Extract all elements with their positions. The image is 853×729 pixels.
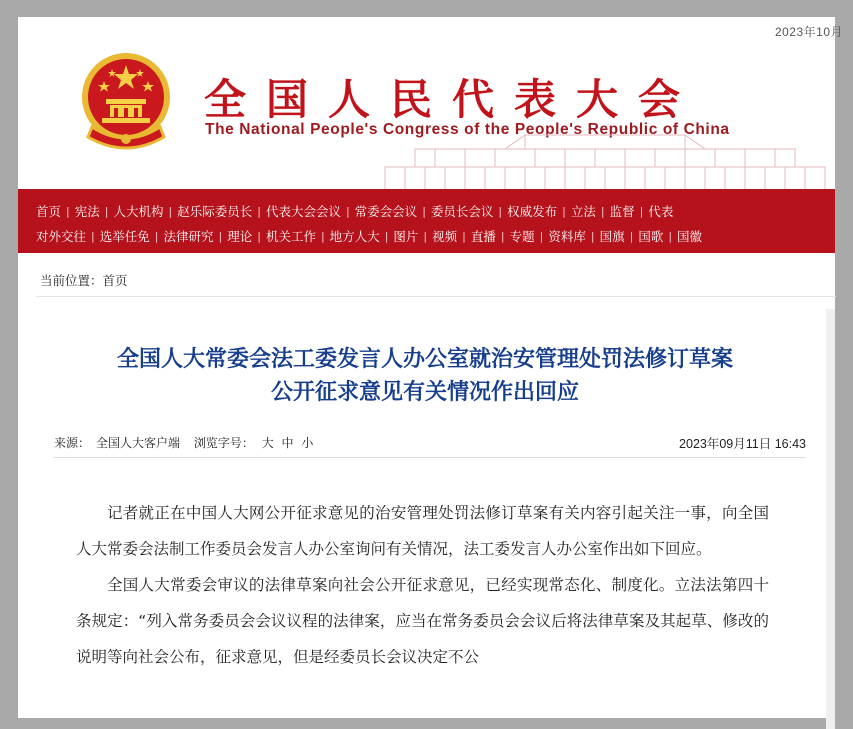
article-body [76, 495, 769, 675]
divider [54, 457, 806, 458]
site-header [18, 17, 835, 189]
row1-item[interactable]: 代表 [648, 204, 674, 219]
row1-item[interactable]: 宪法 [74, 204, 100, 219]
nav-row-secondary [36, 226, 702, 246]
nav-separator: | [422, 204, 426, 218]
nav-separator: | [66, 204, 70, 218]
nav-separator: | [629, 229, 634, 243]
nav-separator: | [639, 204, 644, 218]
nav-separator: | [562, 204, 566, 218]
nav-separator: | [600, 204, 605, 218]
row2-item[interactable]: 国旗 [599, 229, 625, 244]
nav-separator: | [154, 229, 159, 243]
row2-item[interactable]: 理论 [227, 229, 253, 244]
browser-page [18, 17, 843, 718]
publish-datetime: 2023年09月11日 16:43 [679, 437, 806, 451]
breadcrumb-home-link[interactable]: 首页 [102, 273, 128, 288]
nav-separator: | [590, 229, 595, 243]
row1-item[interactable]: 常委会会议 [354, 204, 418, 219]
row2-item[interactable]: 机关工作 [265, 229, 316, 244]
site-title: 全国人民代表大会 [204, 75, 701, 124]
side-scroll-strip [826, 309, 835, 729]
nav-separator: | [498, 204, 503, 218]
nav-separator: | [320, 229, 325, 243]
row2-item[interactable]: 地方人大 [329, 229, 380, 244]
nav-row-primary [36, 201, 673, 221]
nav-separator: | [462, 229, 466, 243]
nav-separator: | [423, 229, 428, 243]
nav-separator: | [104, 204, 109, 218]
nav-separator: | [257, 204, 261, 218]
row1-item[interactable]: 代表大会会议 [265, 204, 341, 219]
nav-separator: | [257, 229, 261, 243]
nav-separator: | [218, 229, 223, 243]
article-title-line-2: 公开征求意见有关情况作出回应 [270, 380, 579, 405]
row1-item[interactable]: 赵乐际委员长 [177, 204, 253, 219]
article-title-line-1: 全国人大常委会法工委发言人办公室就治安管理处罚法修订草案 [116, 347, 733, 372]
row2-item[interactable]: 法律研究 [163, 229, 214, 244]
font-size-small-button[interactable]: 小 [301, 436, 314, 450]
national-emblem-icon [78, 51, 174, 155]
nav-separator: | [668, 229, 673, 243]
nav-separator: | [500, 229, 505, 243]
font-size-large-button[interactable]: 大 [261, 436, 274, 450]
article-meta-left [54, 434, 313, 451]
source-label: 来源： [54, 436, 91, 450]
row2-item[interactable]: 视频 [432, 229, 458, 244]
row2-item[interactable]: 资料库 [548, 229, 586, 244]
row1-item[interactable]: 监督 [609, 204, 635, 219]
row2-item[interactable]: 对外交往 [36, 229, 87, 244]
source-value: 全国人大客户端 [96, 436, 181, 450]
row2-item[interactable]: 直播 [470, 229, 496, 244]
row1-item[interactable]: 人大机构 [113, 204, 164, 219]
main-nav [18, 189, 835, 253]
site-subtitle: The National People's Congress of the People's Republic of China [205, 121, 730, 138]
nav-separator: | [345, 204, 350, 218]
row2-item[interactable]: 选举任免 [99, 229, 150, 244]
article-meta [54, 434, 806, 454]
font-size-medium-button[interactable]: 中 [281, 436, 294, 450]
article-title [40, 343, 810, 409]
font-size-label: 浏览字号： [193, 436, 254, 450]
nav-separator: | [168, 204, 173, 218]
great-hall-illustration [375, 129, 835, 191]
row2-item[interactable]: 图片 [393, 229, 419, 244]
row2-item[interactable]: 国歌 [638, 229, 664, 244]
row2-item[interactable]: 专题 [509, 229, 535, 244]
row1-item[interactable]: 立法 [570, 204, 596, 219]
breadcrumb-label: 当前位置： [40, 273, 103, 288]
breadcrumb [40, 271, 128, 289]
row1-item[interactable]: 首页 [36, 204, 62, 219]
row2-item[interactable]: 国徽 [677, 229, 703, 244]
nav-separator: | [539, 229, 544, 243]
nav-separator: | [91, 229, 95, 243]
article-paragraph: 全国人大常委会审议的法律草案向社会公开征求意见，已经实现常态化、制度化。立法法第四十条规定：“列入常务委员会会议议程的法律案，应当在常务委员会会议后将法律草案及其起草、修改的说明等向社会公布，征求意见，但是经委员长会议决定不公 [76, 576, 769, 666]
nav-separator: | [384, 229, 389, 243]
article-paragraph: 记者就正在中国人大网公开征求意见的治安管理处罚法修订草案有关内容引起关注一事，向全国人大常委会法制工作委员会发言人办公室询问有关情况，法工委发言人办公室作出如下回应。 [76, 504, 769, 558]
row1-item[interactable]: 权威发布 [507, 204, 558, 219]
row1-item[interactable]: 委员长会议 [430, 204, 494, 219]
date-corner: 2023年10月 [774, 25, 843, 39]
divider [36, 296, 836, 297]
